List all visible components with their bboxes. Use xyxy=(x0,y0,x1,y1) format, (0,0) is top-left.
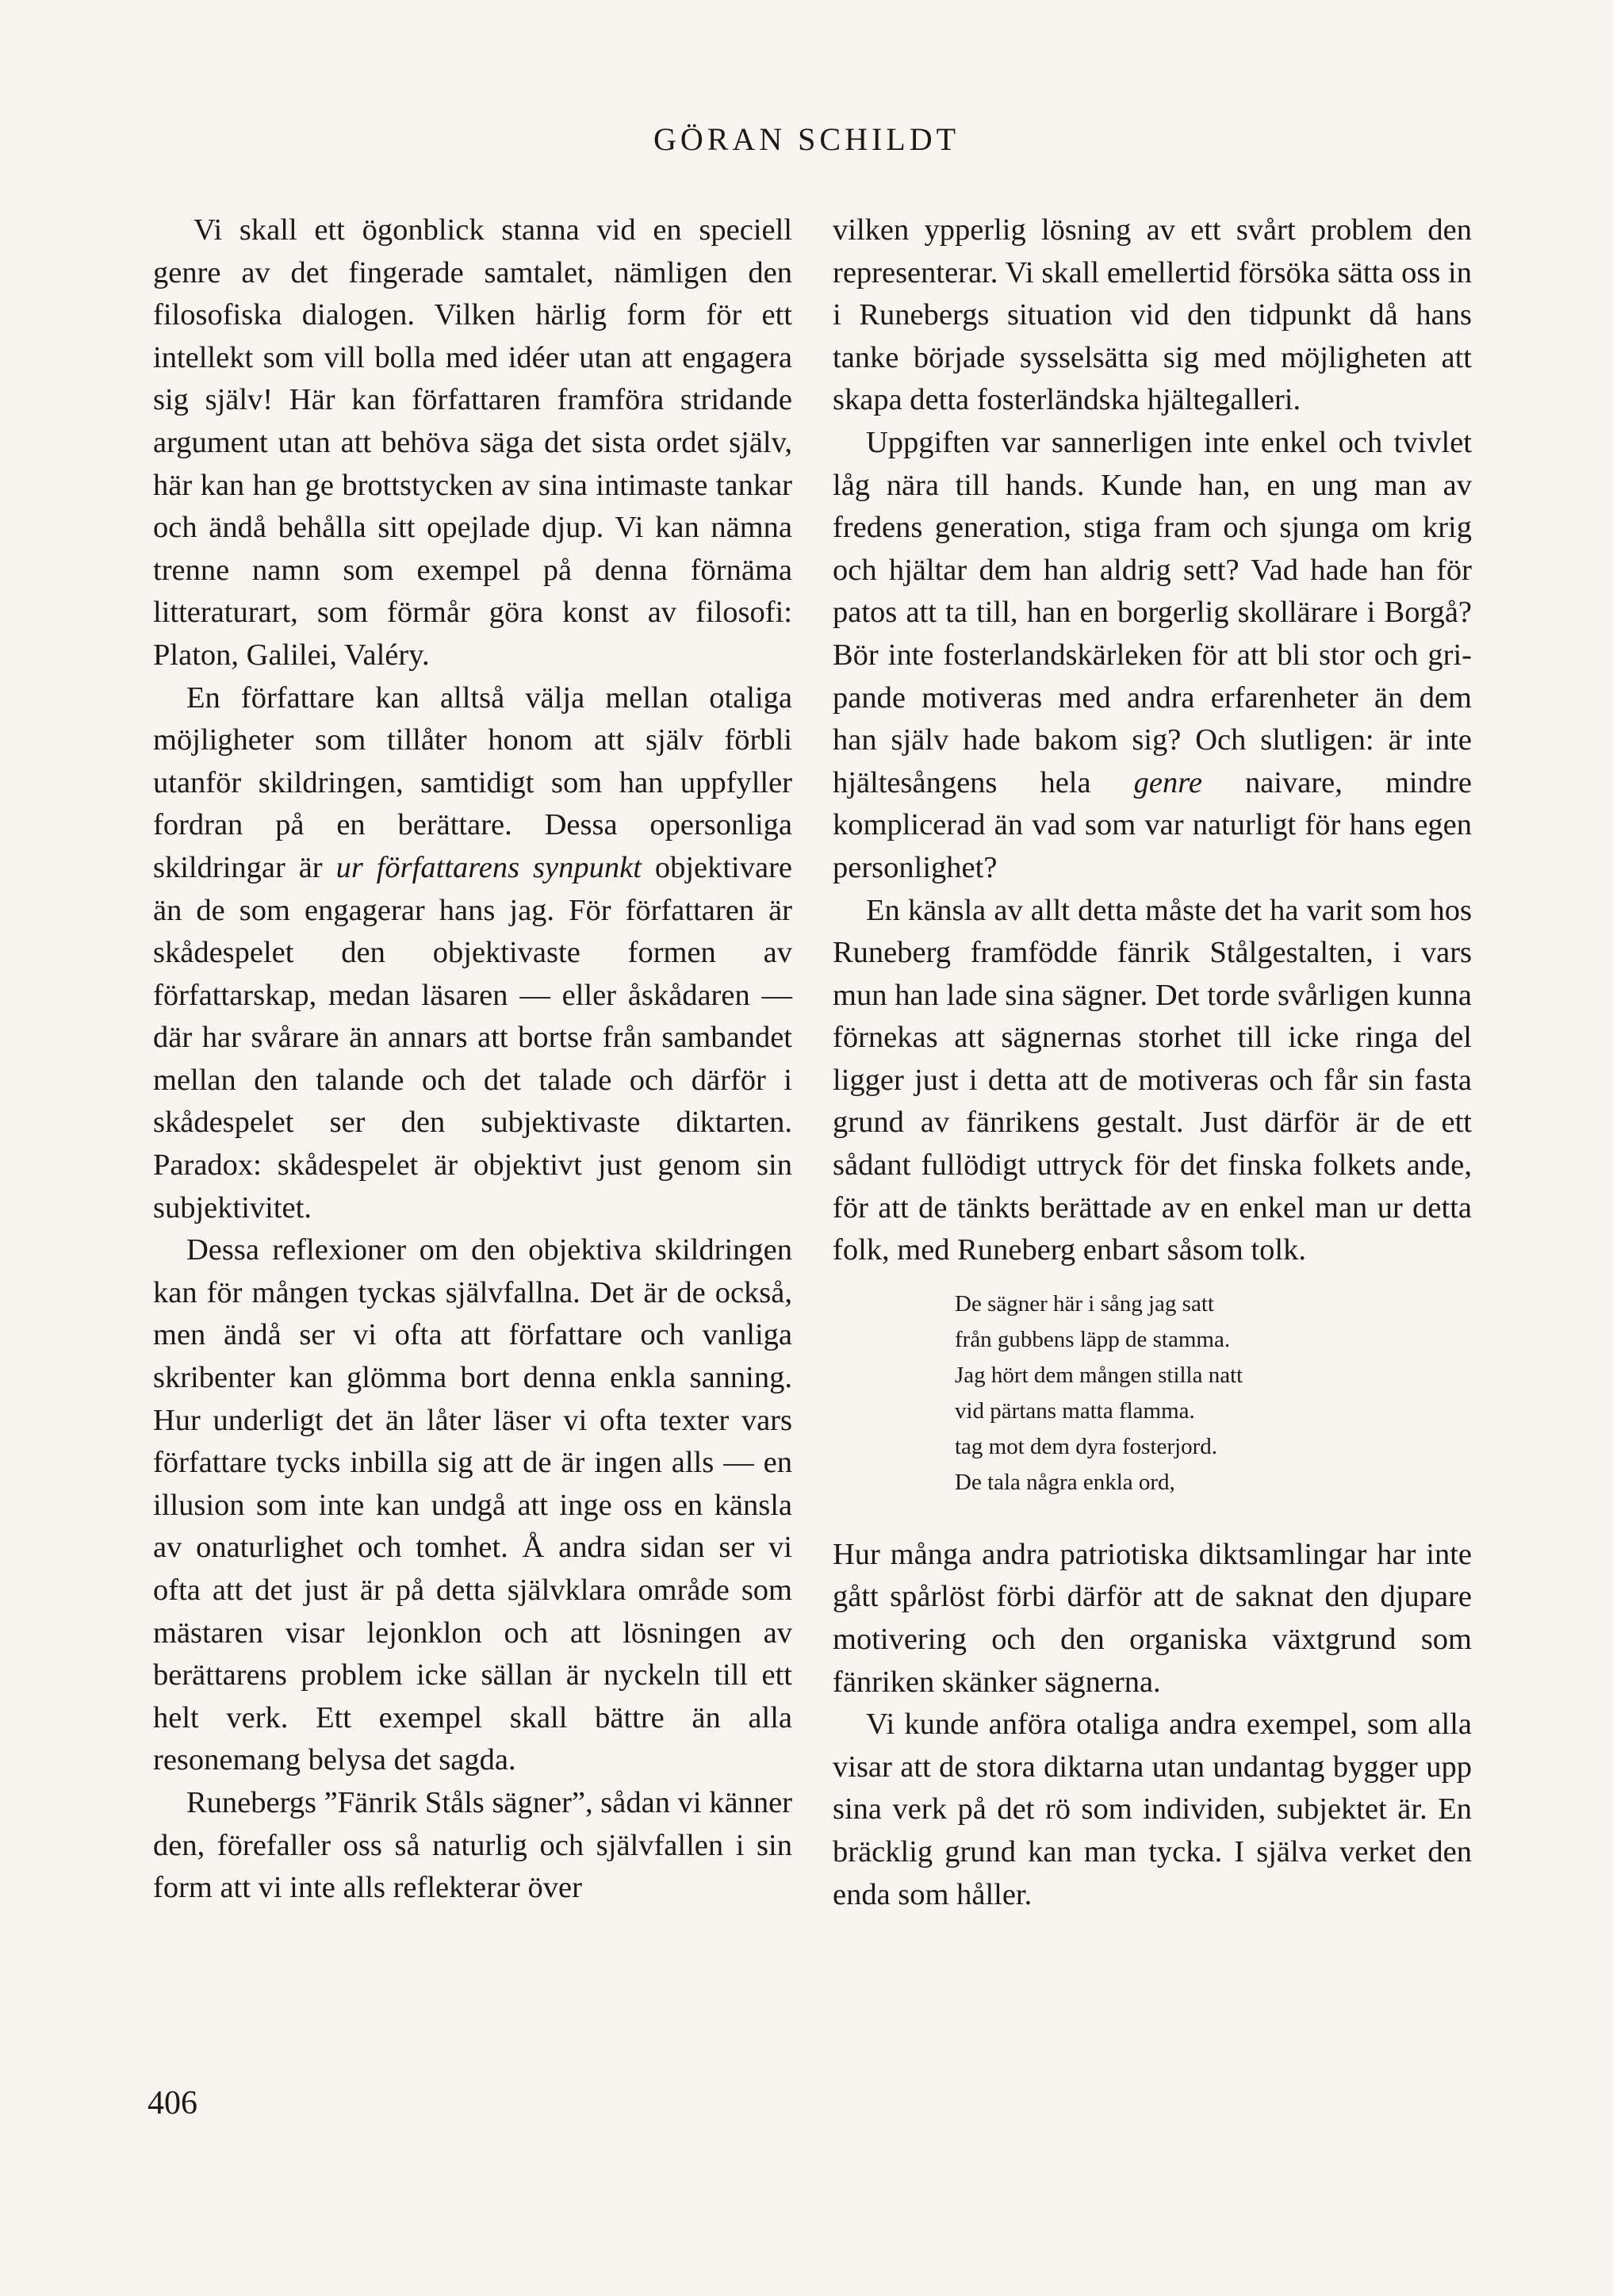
poem-line: Jag hört dem mången stilla natt xyxy=(955,1362,1243,1388)
paragraph xyxy=(153,677,792,1230)
left-column xyxy=(153,209,792,1910)
paragraph: Runebergs ”Fänrik Ståls sägner”, sådan vi känner den, förefaller oss så naturlig och självfallen i sin form att vi inte alls reflekterar över xyxy=(153,1785,792,1905)
page-number: 406 xyxy=(148,2085,197,2122)
poem-line: tag mot dem dyra fosterjord. xyxy=(955,1433,1217,1459)
paragraph xyxy=(833,422,1472,890)
paragraph: Vi kunde anföra otaliga andra exempel, som alla visar att de stora diktarna utan undantag bygger upp sina verk på det rö som individen, subjektet är. En bräcklig grund kan man tycka. I själva verket den enda som håller. xyxy=(833,1708,1472,1911)
poem-line: vid pärtans matta flamma. xyxy=(955,1397,1195,1424)
paragraph: Dessa reflexioner om den objektiva skildringen kan för mången tyckas självfallna. Det är de också, men ändå ser vi ofta att författare och vanliga skribenter kan glömma bort denna enkla sanning. Hur underligt det än låter läser vi ofta texter vars författare tycks inbilla sig att de är ingen alls — en illusion som inte kan undgå att inge oss en känsla av onaturlighet och tomhet. Å andra sidan ser vi ofta att det just är på detta självklara område som mästaren visar lejonklon och att lösningen av berättarens problem icke sällan är nyckeln till ett helt verk. Ett exempel skall bättre än alla resonemang belysa det sagda. xyxy=(153,1233,792,1777)
poem-line: De sägner här i sång jag satt xyxy=(955,1290,1214,1317)
italic-word: genre xyxy=(1133,765,1202,799)
paragraph: En känsla av allt detta måste det ha varit som hos Runeberg framfödde fänrik Stålgestalten, i vars mun han lade sina sägner. Det torde svårligen kunna förnekas att sägnernas storhet till icke ringa del ligger just i detta att de motiveras och får sin fasta grund av fänrikens gestalt. Just därför är de ett sådant fullödigt uttryck för det finska folkets ande, för att de tänkts berättade av en enkel man ur detta folk, med Runeberg enbart såsom tolk. xyxy=(833,893,1472,1267)
paragraph-text: Uppgiften var sannerligen inte enkel och tvivlet låg nära till hands. Kunde han, en ung man av fredens generation, stiga fram och sjunga om krig och hjältar dem han aldrig sett? Vad hade han för patos att ta till, han en borgerlig skollärare i Borgå? Bör inte fosterlandskärleken för att bli stor och gripande motiveras med andra erfarenheter än dem han själv hade bakom sig? Och slutligen: är inte hjältesångens hela xyxy=(833,425,1472,799)
paragraph: Vi skall ett ögonblick stanna vid en speciell genre av det fingerade samtalet, nämligen den filosofiska dialogen. Vilken härlig form för ett intellekt som vill bolla med idéer utan att engagera sig själv! Här kan författaren framföra stridande argument utan att behöva säga det sista ordet själv, här kan han ge brottstycken av sina intimaste tankar och ändå behålla sitt opejlade djup. Vi kan nämna trenne namn som exempel på denna förnäma litteraturart, som förmår göra konst av filosofi: Platon, Galilei, Valéry. xyxy=(153,213,792,672)
paragraph-text: naivare, mindre komplicerad än vad som var naturligt för hans egen personlighet? xyxy=(833,765,1472,884)
paragraph-text: objektivare än de som engagerar hans jag. För författaren är skådespelet den objektivaste formen av författarskap, medan läsaren — eller åskådaren — där har svårare än annars att bortse från sambandet mellan den talande och det talade och därför i skådespelet ser den subjektivaste diktarten. Paradox: skådespelet är objektivt just genom sin subjektivitet. xyxy=(153,850,792,1225)
paragraph: Hur många andra patriotiska diktsamlingar har inte gått spårlöst förbi därför att de saknat den djupare motivering och den organiska växtgrund som fänriken skänker sägnerna. xyxy=(833,1537,1472,1699)
poem-line: De tala några enkla ord, xyxy=(955,1469,1175,1495)
italic-phrase: ur författarens synpunkt xyxy=(335,850,642,884)
paragraph-text: En författare kan alltså välja mellan otaliga möjligheter som tillåter honom att själv förbli utanför skildringen, samtidigt som han uppfyller fordran på en berättare. Dessa opersonliga skildringar är xyxy=(153,680,792,884)
paragraph: vilken ypperlig lösning av ett svårt problem den representerar. Vi skall emellertid försöka sätta oss in i Runebergs situation vid den tidpunkt då hans tanke började sysselsätta sig med möjligheten att skapa detta fosterländska hjältegalleri. xyxy=(833,213,1472,417)
running-head: GÖRAN SCHILDT xyxy=(653,121,960,157)
right-column xyxy=(833,209,1472,1916)
poem-line: från gubbens läpp de stamma. xyxy=(955,1326,1231,1352)
poem-quote xyxy=(955,1286,1472,1501)
